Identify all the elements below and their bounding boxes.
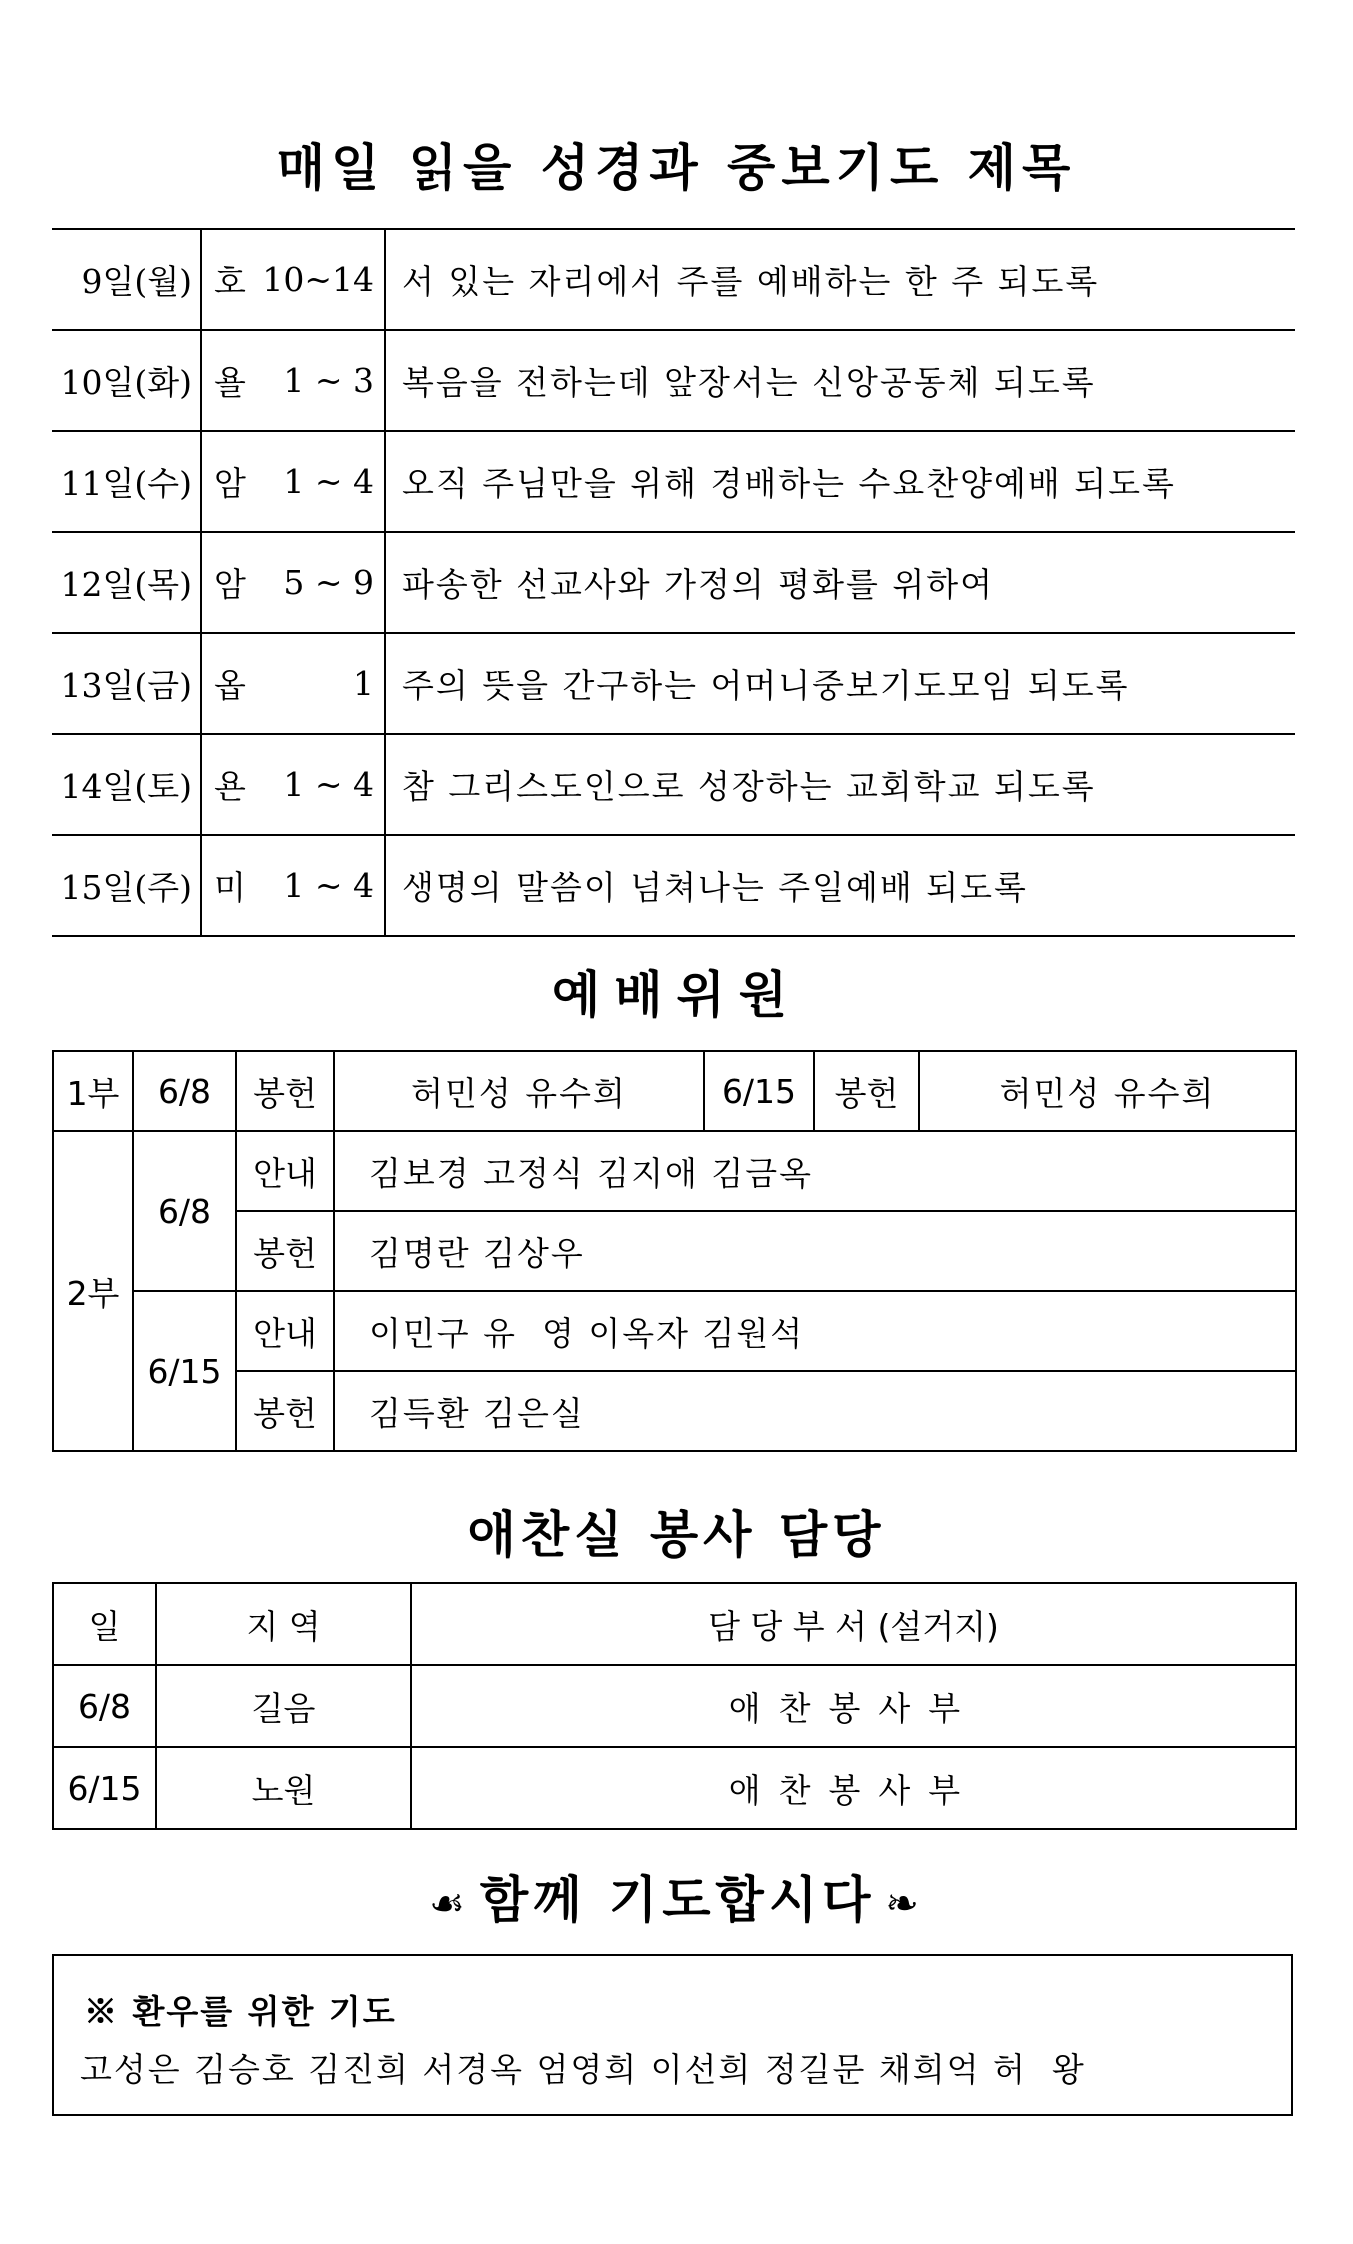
worship-committee-table	[52, 1050, 1297, 1452]
worship-committee-title: 예배위원	[551, 966, 802, 1024]
table-row	[52, 734, 1295, 835]
book-cell: 욜	[201, 330, 254, 431]
table-row	[52, 835, 1295, 936]
role-cell: 봉헌	[814, 1051, 919, 1131]
chapter-cell: 10~14	[254, 229, 385, 330]
date-cell: 6/8	[53, 1665, 156, 1747]
table-row	[53, 1747, 1296, 1829]
chapter-cell: 5 ~ 9	[254, 532, 385, 633]
names-cell: 김득환 김은실	[334, 1371, 1296, 1451]
prayer-topic-cell: 복음을 전하는데 앞장서는 신앙공동체 되도록	[385, 330, 1295, 431]
area-cell: 길음	[156, 1665, 411, 1747]
book-cell: 호	[201, 229, 254, 330]
prayer-topic-cell: 주의 뜻을 간구하는 어머니중보기도모임 되도록	[385, 633, 1295, 734]
chapter-cell: 1	[254, 633, 385, 734]
names-cell: 김명란 김상우	[334, 1211, 1296, 1291]
book-cell: 옵	[201, 633, 254, 734]
names-cell: 허민성 유수희	[919, 1051, 1296, 1131]
date-cell: 6/8	[133, 1051, 236, 1131]
prayer-topic-cell: 서 있는 자리에서 주를 예배하는 한 주 되도록	[385, 229, 1295, 330]
prayer-topic-cell: 오직 주님만을 위해 경배하는 수요찬양예배 되도록	[385, 431, 1295, 532]
dept-cell: 애찬봉사부	[411, 1665, 1296, 1747]
table-row	[53, 1131, 1296, 1211]
ornament-left-icon: ☙	[429, 1881, 470, 1927]
date-cell: 6/15	[53, 1747, 156, 1829]
table-row	[53, 1371, 1296, 1451]
ornament-right-icon: ❧	[885, 1881, 924, 1927]
table-row	[53, 1665, 1296, 1747]
header-cell: 지 역	[156, 1583, 411, 1665]
kitchen-service-table	[52, 1582, 1297, 1830]
names-cell: 허민성 유수희	[334, 1051, 704, 1131]
role-cell: 봉헌	[236, 1371, 334, 1451]
prayer-title	[0, 1860, 1353, 1932]
date-cell: 6/15	[704, 1051, 814, 1131]
table-header-row	[53, 1583, 1296, 1665]
prayer-box	[52, 1954, 1293, 2116]
prayer-topic-cell: 파송한 선교사와 가정의 평화를 위하여	[385, 532, 1295, 633]
chapter-cell: 1 ~ 3	[254, 330, 385, 431]
table-row	[52, 532, 1295, 633]
day-cell: 10일(화)	[52, 330, 201, 431]
day-cell: 15일(주)	[52, 835, 201, 936]
role-cell: 안내	[236, 1291, 334, 1371]
table-row	[53, 1051, 1296, 1131]
service-label: 2부	[53, 1131, 133, 1451]
prayer-heading: ※ 환우를 위한 기도	[84, 1992, 397, 2031]
day-cell: 11일(수)	[52, 431, 201, 532]
chapter-cell: 1 ~ 4	[254, 734, 385, 835]
prayer-title-text: 함께 기도합시다	[479, 1871, 876, 1929]
dept-cell: 애찬봉사부	[411, 1747, 1296, 1829]
prayer-topic-cell: 참 그리스도인으로 성장하는 교회학교 되도록	[385, 734, 1295, 835]
book-cell: 암	[201, 532, 254, 633]
role-cell: 봉헌	[236, 1211, 334, 1291]
date-cell: 6/15	[133, 1291, 236, 1451]
names-cell: 김보경 고정식 김지애 김금옥	[334, 1131, 1296, 1211]
table-row	[53, 1211, 1296, 1291]
names-cell: 이민구 유 영 이옥자 김원석	[334, 1291, 1296, 1371]
day-cell: 9일(월)	[52, 229, 201, 330]
chapter-cell: 1 ~ 4	[254, 431, 385, 532]
table-row	[53, 1291, 1296, 1371]
prayer-topic-cell: 생명의 말씀이 넘쳐나는 주일예배 되도록	[385, 835, 1295, 936]
header-cell: 담 당 부 서 (설거지)	[411, 1583, 1296, 1665]
day-cell: 14일(토)	[52, 734, 201, 835]
book-cell: 욘	[201, 734, 254, 835]
service-label: 1부	[53, 1051, 133, 1131]
book-cell: 미	[201, 835, 254, 936]
day-cell: 12일(목)	[52, 532, 201, 633]
table-row	[52, 229, 1295, 330]
header-cell: 일	[53, 1583, 156, 1665]
prayer-names: 고성은 김승호 김진희 서경옥 엄영희 이선희 정길문 채희억 허 왕	[80, 2050, 1086, 2089]
bible-reading-title: 매일 읽을 성경과 중보기도 제목	[276, 139, 1077, 197]
bible-reading-table	[52, 228, 1295, 937]
chapter-cell: 1 ~ 4	[254, 835, 385, 936]
role-cell: 봉헌	[236, 1051, 334, 1131]
day-cell: 13일(금)	[52, 633, 201, 734]
book-cell: 암	[201, 431, 254, 532]
role-cell: 안내	[236, 1131, 334, 1211]
table-row	[52, 633, 1295, 734]
table-row	[52, 431, 1295, 532]
table-row	[52, 330, 1295, 431]
area-cell: 노원	[156, 1747, 411, 1829]
date-cell: 6/8	[133, 1131, 236, 1291]
kitchen-service-title: 애찬실 봉사 담당	[467, 1506, 886, 1564]
